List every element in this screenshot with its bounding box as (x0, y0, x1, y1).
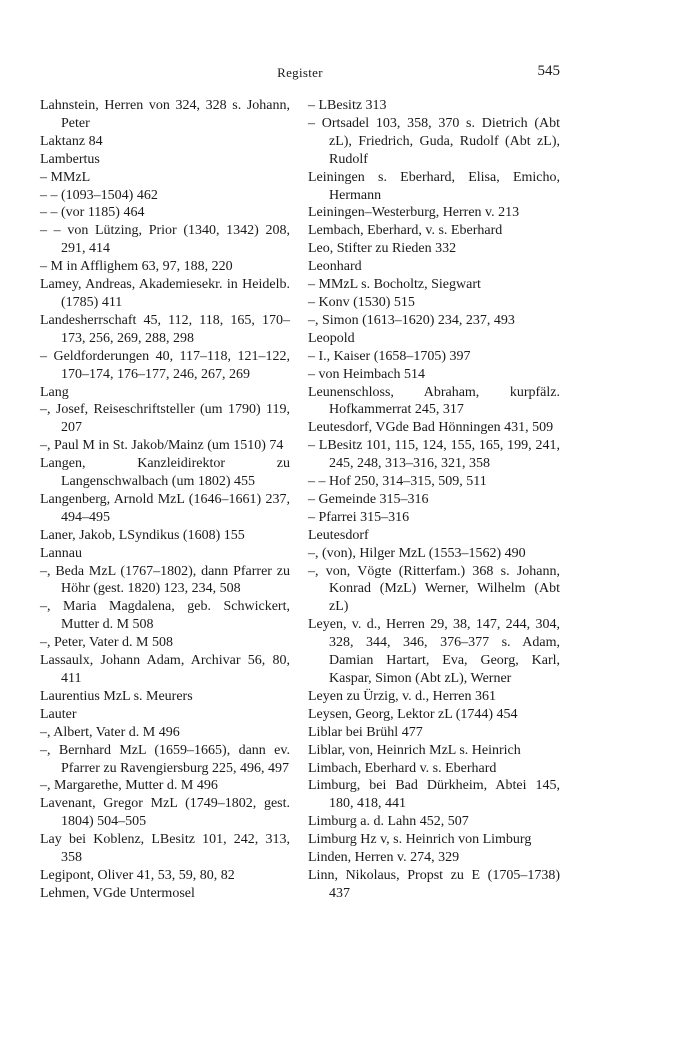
index-entry: Limbach, Eberhard v. s. Eberhard (308, 760, 497, 776)
index-entry: –, Paul M in St. Jakob/Mainz (um 1510) 74 (40, 438, 284, 454)
index-entry: Limburg a. d. Lahn 452, 507 (308, 814, 469, 830)
index-entry: Liblar, von, Heinrich MzL s. Heinrich (308, 742, 521, 758)
index-entry: Lassaulx, Johann Adam, Archivar 56, 80, 411 (40, 653, 290, 686)
index-entry: Leyen, v. d., Herren 29, 38, 147, 244, 304, 328, 344, 346, 376–377 s. Adam, Damian Hartart, Eva, Georg, Karl, Kaspar, Simon (Abt zL), Werner (308, 617, 560, 686)
index-entry: Limburg Hz v, s. Heinrich von Limburg (308, 832, 532, 848)
index-entry: Limburg, bei Bad Dürkheim, Abtei 145, 180, 418, 441 (308, 778, 560, 812)
index-entry: Leutesdorf, VGde Bad Hönningen 431, 509 (308, 420, 554, 436)
index-entry: –, Josef, Reiseschriftsteller (um 1790) 119, 207 (40, 402, 290, 436)
index-entry: – Geldforderungen 40, 117–118, 121–122, 170–174, 176–177, 246, 267, 269 (40, 348, 290, 382)
index-column-right (308, 97, 560, 903)
index-entry: Leiningen–Westerburg, Herren v. 213 (308, 205, 520, 221)
index-entry: –, Bernhard MzL (1659–1665), dann ev. Pfarrer zu Ravengiersburg 225, 496, 497 (40, 742, 290, 776)
index-entry: –, Simon (1613–1620) 234, 237, 493 (308, 312, 515, 328)
index-entry: –, von, Vögte (Ritterfam.) 368 s. Johann, Konrad (MzL) Werner, Wilhelm (Abt zL) (308, 563, 560, 615)
index-entry: Landesherrschaft 45, 112, 118, 165, 170–173, 256, 269, 288, 298 (40, 312, 290, 346)
index-entry: Leo, Stifter zu Rieden 332 (308, 241, 457, 257)
index-entry: Laner, Jakob, LSyndikus (1608) 155 (40, 527, 245, 543)
index-entry: –, Beda MzL (1767–1802), dann Pfarrer zu Höhr (gest. 1820) 123, 234, 508 (40, 563, 290, 597)
index-entry: Leutesdorf (308, 527, 369, 543)
index-entry: Leysen, Georg, Lektor zL (1744) 454 (308, 706, 518, 722)
index-entry: Legipont, Oliver 41, 53, 59, 80, 82 (40, 867, 235, 883)
index-entry: – – von Lützing, Prior (1340, 1342) 208, 291, 414 (40, 223, 290, 257)
index-entry: – Pfarrei 315–316 (308, 509, 410, 525)
index-entry: – MMzL s. Bocholtz, Siegwart (308, 277, 481, 293)
index-entry: – – (1093–1504) 462 (40, 187, 158, 203)
index-entry: – – Hof 250, 314–315, 509, 511 (308, 474, 487, 490)
index-entry: –, Albert, Vater d. M 496 (40, 724, 180, 740)
index-entry: Linn, Nikolaus, Propst zu E (1705–1738) 437 (308, 867, 560, 901)
index-entry: –, Margarethe, Mutter d. M 496 (40, 778, 218, 794)
index-entry: Lembach, Eberhard, v. s. Eberhard (308, 223, 503, 239)
index-entry: – LBesitz 101, 115, 124, 155, 165, 199, 241, 245, 248, 313–316, 321, 358 (308, 438, 560, 472)
index-entry: – M in Afflighem 63, 97, 188, 220 (40, 259, 233, 275)
index-entry: –, Peter, Vater d. M 508 (40, 635, 173, 651)
index-entry: – von Heimbach 514 (308, 366, 426, 382)
index-entry: Langenberg, Arnold MzL (1646–1661) 237, 494–495 (40, 491, 290, 525)
index-entry: Lamey, Andreas, Akademiesekr. in Heidelb. (1785) 411 (40, 277, 290, 310)
index-column-left (40, 97, 290, 903)
index-entry: Lahnstein, Herren von 324, 328 s. Johann, Peter (40, 98, 290, 131)
page-header (40, 63, 560, 83)
index-entry: – MMzL (40, 169, 91, 185)
index-entry: Leunenschloss, Abraham, kurpfälz. Hofkammerrat 245, 317 (308, 384, 560, 418)
index-entry: Liblar bei Brühl 477 (308, 724, 423, 740)
page-number: 545 (537, 63, 560, 79)
index-entry: Leonhard (308, 259, 362, 275)
index-entry: Lavenant, Gregor MzL (1749–1802, gest. 1804) 504–505 (40, 796, 290, 830)
running-head: Register (277, 65, 323, 80)
index-entry: Lehmen, VGde Untermosel (40, 885, 195, 901)
index-entry: Lauter (40, 706, 77, 722)
index-entry: – Ortsadel 103, 358, 370 s. Dietrich (Abt zL), Friedrich, Guda, Rudolf (Abt zL), Rudolf (308, 115, 560, 167)
index-entry: Laktanz 84 (40, 133, 103, 149)
index-entry: Langen, Kanzleidirektor zu Langenschwalbach (um 1802) 455 (40, 456, 290, 490)
index-entry: – Gemeinde 315–316 (308, 491, 429, 507)
index-entry: Lay bei Koblenz, LBesitz 101, 242, 313, 358 (40, 832, 290, 866)
index-entry: –, Maria Magdalena, geb. Schwickert, Mutter d. M 508 (40, 599, 290, 633)
index-entry: Leopold (308, 330, 355, 346)
index-entry: – – (vor 1185) 464 (40, 205, 145, 221)
index-entry: Linden, Herren v. 274, 329 (308, 850, 460, 866)
index-entry: Lambertus (40, 151, 100, 167)
index-entry: Lang (40, 384, 69, 400)
index-entry: – Konv (1530) 515 (308, 294, 415, 310)
index-entry: – I., Kaiser (1658–1705) 397 (308, 348, 471, 364)
index-entry: Lannau (40, 545, 82, 561)
index-entry: – LBesitz 313 (308, 98, 387, 113)
index-entry: –, (von), Hilger MzL (1553–1562) 490 (308, 545, 526, 561)
index-entry: Laurentius MzL s. Meurers (40, 688, 193, 704)
index-entry: Leiningen s. Eberhard, Elisa, Emicho, Hermann (308, 169, 560, 203)
index-entry: Leyen zu Ürzig, v. d., Herren 361 (308, 688, 497, 704)
